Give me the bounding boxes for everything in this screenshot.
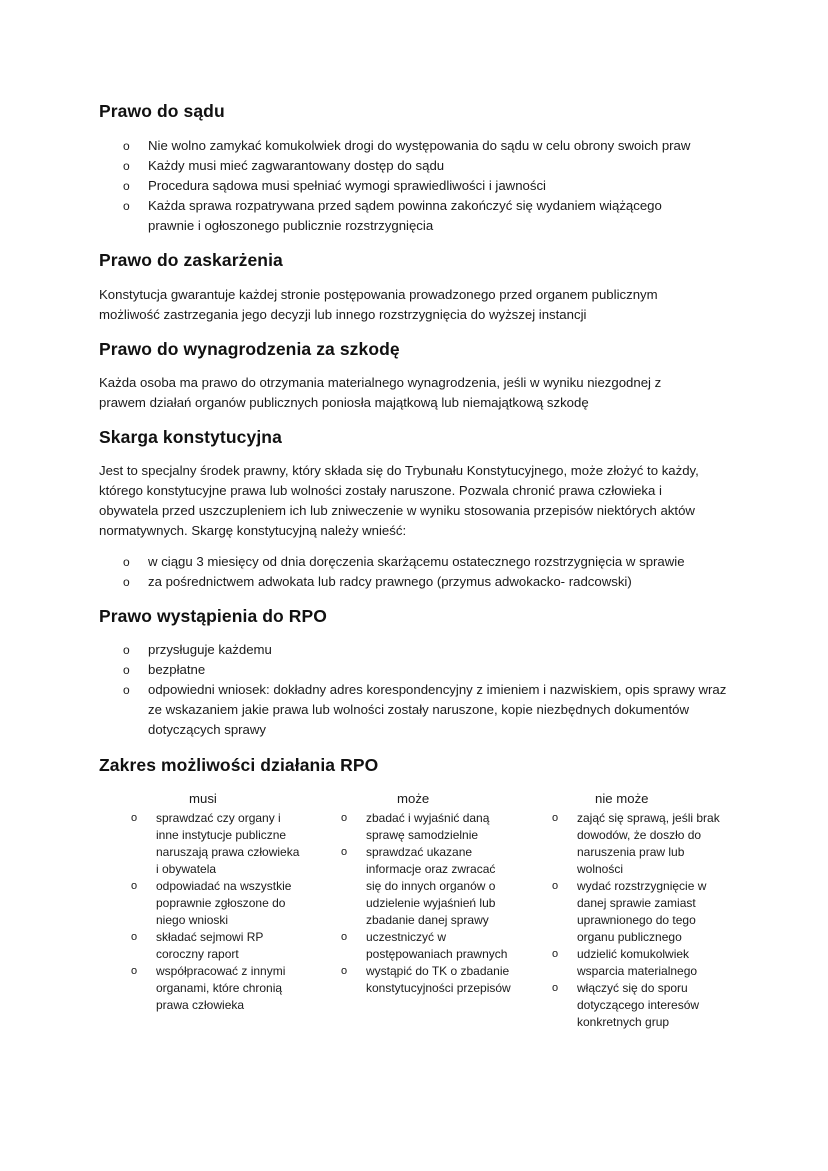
column-list [552, 810, 727, 1031]
column-list [341, 810, 511, 997]
heading-skarga-konstytucyjna: Skarga konstytucyjna [99, 427, 282, 447]
list-item: o bezpłatne [99, 660, 739, 680]
bullet-icon: o [123, 663, 130, 677]
list-item: o zająć się sprawą, jeśli brak dowodów, że doszło do naruszenia praw lub wolności [552, 811, 720, 876]
list-item: o Każdy musi mieć zagwarantowany dostęp do sądu [99, 156, 739, 176]
bullet-icon: o [123, 199, 130, 213]
list-prawo-do-sadu [99, 136, 739, 236]
list-item: o włączyć się do sporu dotyczącego interesów konkretnych grup [552, 981, 700, 1029]
list-item: o udzielić komukolwiek wsparcia materialnego [552, 947, 698, 978]
list-skarga-konstytucyjna [99, 552, 739, 592]
list-item: o sprawdzać ukazane informacje oraz zwracać się do innych organów o udzielenie wyjaśnień lub zbadanie danej sprawy [341, 845, 496, 927]
column-heading: musi [189, 791, 217, 806]
paragraph-skarga-konstytucyjna: Jest to specjalny środek prawny, który składa się do Trybunału Konstytucyjnego, może złożyć to każdy, którego konstytucyjne prawa lub wolności zostały naruszone. Pozwala chronić prawa człowieka i obywatela przed uszczupleniem ich lub zniweczenie w wyniku stosowania przepisów niektórych aktów normatywnych. Skargę konstytucyjną należy wnieść: [99, 463, 699, 538]
list-item: o składać sejmowi RP coroczny raport [131, 930, 264, 961]
bullet-icon: o [123, 643, 130, 657]
bullet-icon: o [123, 179, 130, 193]
bullet-icon: o [341, 931, 348, 943]
column-list [131, 810, 301, 1014]
list-item: o sprawdzać czy organy i inne instytucje publiczne naruszają prawa człowieka i obywatela [131, 811, 300, 876]
list-item: o odpowiadać na wszystkie poprawnie zgłoszone do niego wnioski [131, 879, 292, 927]
bullet-icon: o [123, 575, 130, 589]
bullet-icon: o [552, 812, 559, 824]
bullet-icon: o [341, 965, 348, 977]
list-item: o za pośrednictwem adwokata lub radcy prawnego (przymus adwokacko- radcowski) [99, 572, 739, 592]
heading-prawo-do-zaskarzenia: Prawo do zaskarżenia [99, 250, 283, 270]
list-item: o wydać rozstrzygnięcie w danej sprawie zamiast uprawnionego do tego organu publicznego [552, 879, 707, 944]
bullet-icon: o [131, 880, 138, 892]
list-item: o Każda sprawa rozpatrywana przed sądem powinna zakończyć się wydaniem wiążącego prawnie i ogłoszonego publicznie rozstrzygnięcia [123, 198, 662, 233]
bullet-icon: o [123, 159, 130, 173]
list-item: o odpowiedni wniosek: dokładny adres korespondencyjny z imieniem i nazwiskiem, opis sprawy wraz ze wskazaniem jakie prawa lub wolności zostały naruszone, kopie niezbędnych dokumentów dotyczących sprawy [123, 682, 727, 737]
paragraph-prawo-do-wynagrodzenia: Każda osoba ma prawo do otrzymania materialnego wynagrodzenia, jeśli w wyniku niezgodnej z prawem działań organów publicznych poniosła majątkową lub niemajątkową szkodę [99, 375, 662, 410]
list-item: o Procedura sądowa musi spełniać wymogi sprawiedliwości i jawności [99, 176, 739, 196]
list-item: o uczestniczyć w postępowaniach prawnych [341, 930, 508, 961]
column-moze [341, 790, 531, 997]
bullet-icon: o [131, 931, 138, 943]
list-prawo-rpo [99, 640, 739, 740]
bullet-icon: o [123, 139, 130, 153]
list-item: o zbadać i wyjaśnić daną sprawę samodzielnie [341, 811, 490, 842]
bullet-icon: o [341, 812, 348, 824]
list-item: o Nie wolno zamykać komukolwiek drogi do występowania do sądu w celu obrony swoich praw [99, 136, 739, 156]
bullet-icon: o [123, 683, 130, 697]
heading-prawo-rpo: Prawo wystąpienia do RPO [99, 606, 328, 626]
list-item: o współpracować z innymi organami, które chronią prawa człowieka [131, 964, 286, 1012]
column-nie-moze [552, 790, 742, 1031]
column-musi [131, 790, 321, 1014]
list-item: o wystąpić do TK o zbadanie konstytucyjności przepisów [341, 964, 511, 995]
bullet-icon: o [552, 982, 559, 994]
bullet-icon: o [123, 555, 130, 569]
list-item: o w ciągu 3 miesięcy od dnia doręczenia skarżącemu ostatecznego rozstrzygnięcia w sprawie [99, 552, 739, 572]
bullet-icon: o [341, 846, 348, 858]
column-heading: może [397, 791, 430, 806]
bullet-icon: o [552, 948, 559, 960]
heading-prawo-do-sadu: Prawo do sądu [99, 101, 225, 121]
bullet-icon: o [131, 965, 138, 977]
list-item: o przysługuje każdemu [99, 640, 739, 660]
column-heading: nie może [595, 791, 649, 806]
heading-zakres-rpo: Zakres możliwości działania RPO [99, 755, 379, 775]
heading-prawo-do-wynagrodzenia: Prawo do wynagrodzenia za szkodę [99, 339, 400, 359]
bullet-icon: o [552, 880, 559, 892]
paragraph-prawo-do-zaskarzenia: Konstytucja gwarantuje każdej stronie postępowania prowadzonego przed organem publicznym możliwość zastrzegania jego decyzji lub innego rozstrzygnięcia do wyższej instancji [99, 287, 658, 322]
bullet-icon: o [131, 812, 138, 824]
